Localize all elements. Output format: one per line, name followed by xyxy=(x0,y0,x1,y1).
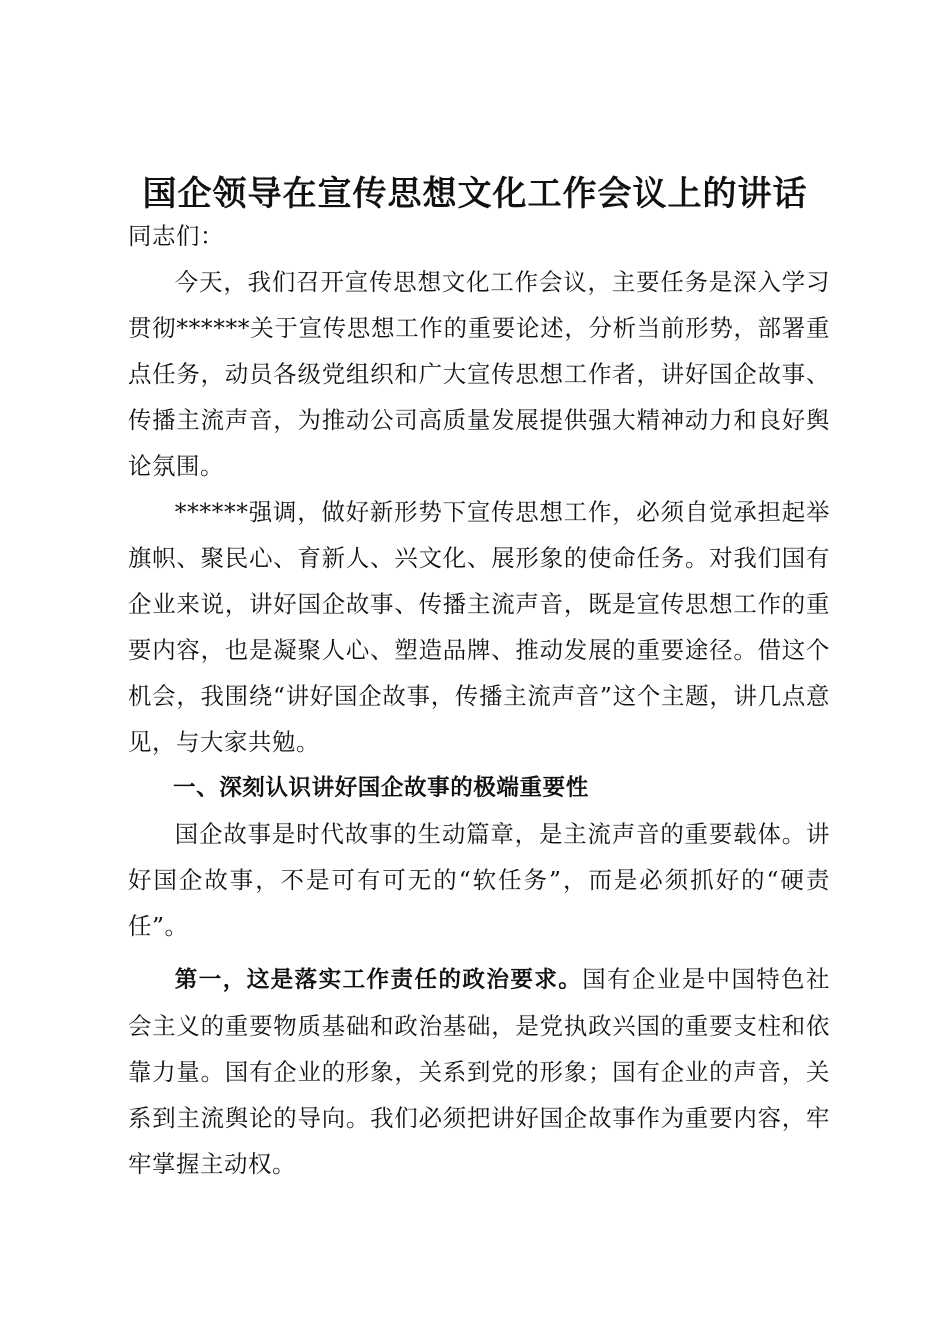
paragraph-point-1 xyxy=(128,956,830,1187)
section-heading-1: 一、深刻认识讲好国企故事的极端重要性 xyxy=(173,775,589,801)
salutation: 同志们： xyxy=(128,222,224,250)
paragraph-section-intro: 国企故事是时代故事的生动篇章，是主流声音的重要载体。讲好国企故事，不是可有可无的“软任务”，而是必须抓好的“硬责任”。 xyxy=(128,820,830,940)
point-1-text: 国有企业是中国特色社会主义的重要物质基础和政治基础，是党执政兴国的重要支柱和依靠力量。国有企业的形象，关系到党的形象；国有企业的声音，关系到主流舆论的导向。我们必须把讲好国企故事作为重要内容，牢牢掌握主动权。 xyxy=(128,965,831,1178)
point-1-lead: 第一，这是落实工作责任的政治要求。 xyxy=(174,967,583,993)
document-body xyxy=(128,213,830,1187)
document-title: 国企领导在宣传思想文化工作会议上的讲话 xyxy=(142,174,808,214)
paragraph-theme: ******强调，做好新形势下宣传思想工作，必须自觉承担起举旗帜、聚民心、育新人、兴文化、展形象的使命任务。对我们国有企业来说，讲好国企故事、传播主流声音，既是宣传思想工作的重要内容，也是凝聚人心、塑造品牌、推动发展的重要途径。借这个机会，我围绕“讲好国企故事，传播主流声音”这个主题，讲几点意见，与大家共勉。 xyxy=(128,498,830,756)
paragraph-intro: 今天，我们召开宣传思想文化工作会议，主要任务是深入学习贯彻******关于宣传思想工作的重要论述，分析当前形势，部署重点任务，动员各级党组织和广大宣传思想工作者，讲好国企故事、传播主流声音，为推动公司高质量发展提供强大精神动力和良好舆论氛围。 xyxy=(128,268,830,480)
